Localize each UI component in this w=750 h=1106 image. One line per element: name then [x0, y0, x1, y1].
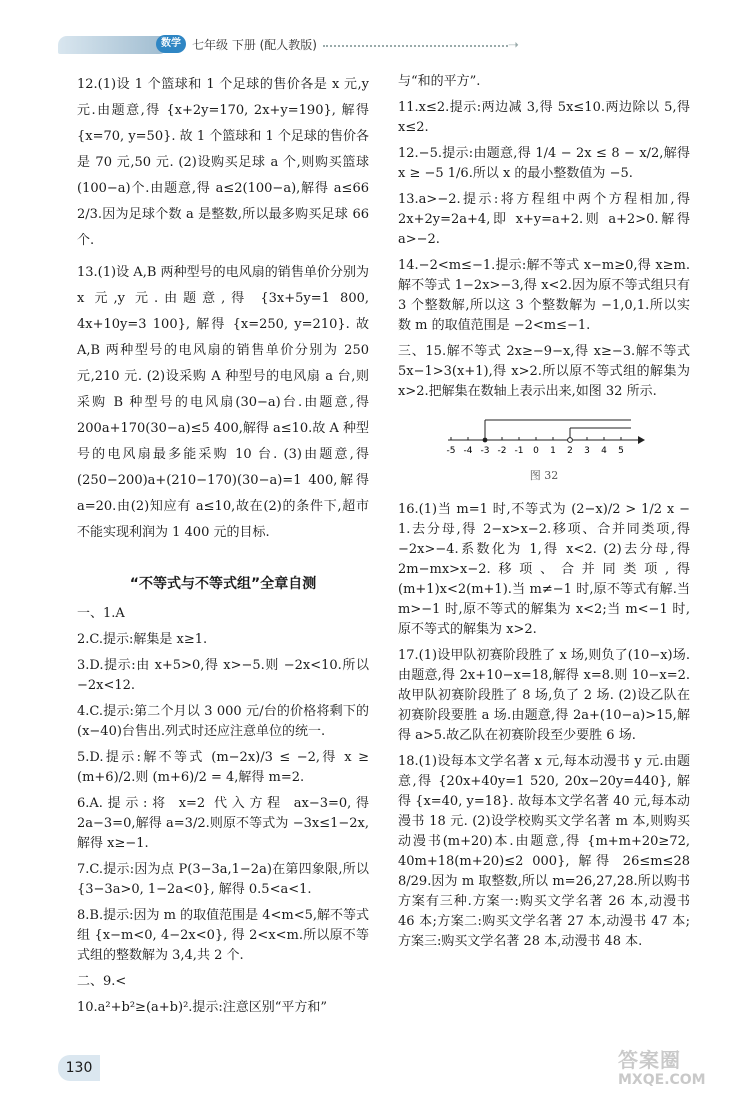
- answer-10: 10.a²+b²≥(a+b)².提示:注意区别“平方和”: [77, 1000, 328, 1015]
- subject-badge: 数学: [156, 35, 186, 53]
- left-column: [77, 72, 369, 1024]
- figure-caption: 图 32: [529, 469, 559, 482]
- answer-13b: 13.a>−2.提示:将方程组中两个方程相加,得 2x+2y=2a+4,即 x+y=a+2.则 a+2>0.解得 a>−2.: [398, 192, 690, 247]
- tick-label: -5: [446, 446, 456, 456]
- answer-4: 4.C.提示:第二个月以 3 000 元/台的价格将剩下的(x−40)台售出.列式时还应注意单位的统一.: [77, 704, 369, 739]
- solid-point-minus3: [483, 438, 488, 443]
- tick-label: -2: [497, 446, 507, 456]
- answer-3: 3.D.提示:由 x+5>0,得 x>−5.则 −2x<10.所以 −2x<12.: [77, 658, 369, 693]
- tick-label: 0: [533, 446, 539, 456]
- answer-5: 5.D.提示:解不等式 (m−2x)/3 ≤ −2,得 x ≥ (m+6)/2.则 (m+6)/2 = 4,解得 m=2.: [77, 750, 369, 785]
- answer-11: 11.x≤2.提示:两边减 3,得 5x≤10.两边除以 5,得 x≤2.: [398, 100, 690, 135]
- number-line-figure: [446, 410, 646, 458]
- tick-label: 3: [584, 446, 590, 456]
- tick-label: 5: [618, 446, 624, 456]
- watermark-logo: 答案圈: [618, 1048, 681, 1072]
- answer-1: 一、1.A: [77, 606, 125, 621]
- answer-15: 三、15.解不等式 2x≥−9−x,得 x≥−3.解不等式 5x−1>3(x+1),得 x>2.所以原不等式组的解集为 x>2.把解集在数轴上表示出来,如图 32 所示.: [398, 344, 690, 399]
- axis-arrow-icon: [638, 436, 645, 444]
- tick-label: -1: [514, 446, 524, 456]
- answer-9: 二、9.<: [77, 974, 127, 989]
- tick-label: -4: [463, 446, 473, 456]
- answer-2: 2.C.提示:解集是 x≥1.: [77, 632, 208, 647]
- number-line-svg: [446, 410, 646, 458]
- section-title: “不等式与不等式组”全章自测: [129, 576, 317, 592]
- page-number: 130: [58, 1055, 100, 1081]
- answer-18: 18.(1)设每本文学名著 x 元,每本动漫书 y 元.由题意,得 {20x+40y=1 520, 20x−20y=440}, 解得 {x=40, y=18}. 故每本文学名著 40 元,每本动漫书 18 元. (2)设学校购买文学名著 m 本,则购买动漫书(m+20)本.由题意,得 {m+m+20≥72, 40m+18(m+20)≤2 000}, 解得 26≤m≤28 8/29.因为 m 取整数,所以 m=26,27,28.所以购书方案有三种.方案一:购买文学名著 26 本,动漫书 46 本;方案二:购买文学名著 27 本,动漫书 47 本;方案三:购买文学名著 28 本,动漫书 48 本.: [398, 754, 690, 949]
- answer-16: 16.(1)当 m=1 时,不等式为 (2−x)/2 > 1/2 x − 1.去分母,得 2−x>x−2.移项、合并同类项,得 −2x>−4.系数化为 1,得 x<2. (2)去分母,得 2m−mx>x−2.移项、合并同类项,得 (m+1)x<2(m+1).当 m≠−1 时,原不等式有解.当 m>−1 时,原不等式的解集为 x<2;当 m<−1 时,原不等式的解集为 x>2.: [398, 502, 690, 637]
- answer-17: 17.(1)设甲队初赛阶段胜了 x 场,则负了(10−x)场.由题意,得 2x+10−x=18,解得 x=8.则 10−x=2.故甲队初赛阶段胜了 8 场,负了 2 场. (2)设乙队在初赛阶段要胜 a 场.由题意,得 2a+(10−a)>15,解得 a>5.故乙队在初赛阶段至少要胜 6 场.: [398, 648, 690, 743]
- header-title: 七年级 下册 (配人教版): [192, 38, 317, 52]
- tick-label: -3: [480, 446, 490, 456]
- answer-8: 8.B.提示:因为 m 的取值范围是 4<m<5,解不等式组 {x−m<0, 4−2x<0}, 得 2<x<m.所以原不等式组的整数解为 3,4,共 2 个.: [77, 908, 369, 963]
- running-header: [58, 32, 528, 60]
- answer-10-continued: 与“和的平方”.: [398, 74, 481, 89]
- tick-label: 1: [550, 446, 556, 456]
- right-column: [398, 72, 690, 958]
- answer-14: 14.−2<m≤−1.提示:解不等式 x−m≥0,得 x≥m.解不等式 1−2x>−3,得 x<2.因为原不等式组只有 3 个整数解,所以这 3 个整数解为 −1,0,1.所以实数 m 的取值范围是 −2<m≤−1.: [398, 258, 690, 333]
- header-decoration: [58, 36, 168, 54]
- answer-12: 12.(1)设 1 个篮球和 1 个足球的售价各是 x 元,y 元.由题意,得 {x+2y=170, 2x+y=190}, 解得 {x=70, y=50}. 故 1 个篮球和 1 个足球的售价各是 70 元,50 元. (2)设购买足球 a 个,则购买篮球(100−a)个.由题意,得 a≤2(100−a),解得 a≤66 2/3.因为足球个数 a 是整数,所以最多购买足球 66 个.: [77, 77, 369, 248]
- watermark-url: MXQE.COM: [618, 1072, 706, 1088]
- open-point-2: [568, 438, 573, 443]
- answer-12b: 12.−5.提示:由题意,得 1/4 − 2x ≤ 8 − x/2,解得 x ≥ −5 1/6.所以 x 的最小整数值为 −5.: [398, 146, 690, 181]
- arrow-right-icon: ➝: [508, 38, 519, 53]
- answer-7: 7.C.提示:因为点 P(3−3a,1−2a)在第四象限,所以 {3−3a>0, 1−2a<0}, 解得 0.5<a<1.: [77, 862, 369, 897]
- answer-13: 13.(1)设 A,B 两种型号的电风扇的销售单价分别为 x 元,y 元.由题意,得 {3x+5y=1 800, 4x+10y=3 100}, 解得 {x=250, y=210}. 故 A,B 两种型号的电风扇的销售单价分别为 250 元,210 元. (2)设采购 A 种型号的电风扇 a 台,则采购 B 种型号的电风扇(30−a)台.由题意,得 200a+170(30−a)≤5 400,解得 a≤10.故 A 种型号的电风扇最多能采购 10 台. (3)由题意,得 (250−200)a+(210−170)(30−a)=1 400,解得 a=20.由(2)知应有 a≤10,故在(2)的条件下,超市不能实现利润为 1 400 元的目标.: [77, 265, 369, 540]
- tick-label: 2: [567, 446, 573, 456]
- tick-label: 4: [601, 446, 607, 456]
- answer-6: 6.A.提示:将 x=2 代入方程 ax−3=0,得 2a−3=0,解得 a=3/2.则原不等式为 −3x≤1−2x,解得 x≥−1.: [77, 796, 369, 851]
- header-dotted-rule: [323, 45, 508, 47]
